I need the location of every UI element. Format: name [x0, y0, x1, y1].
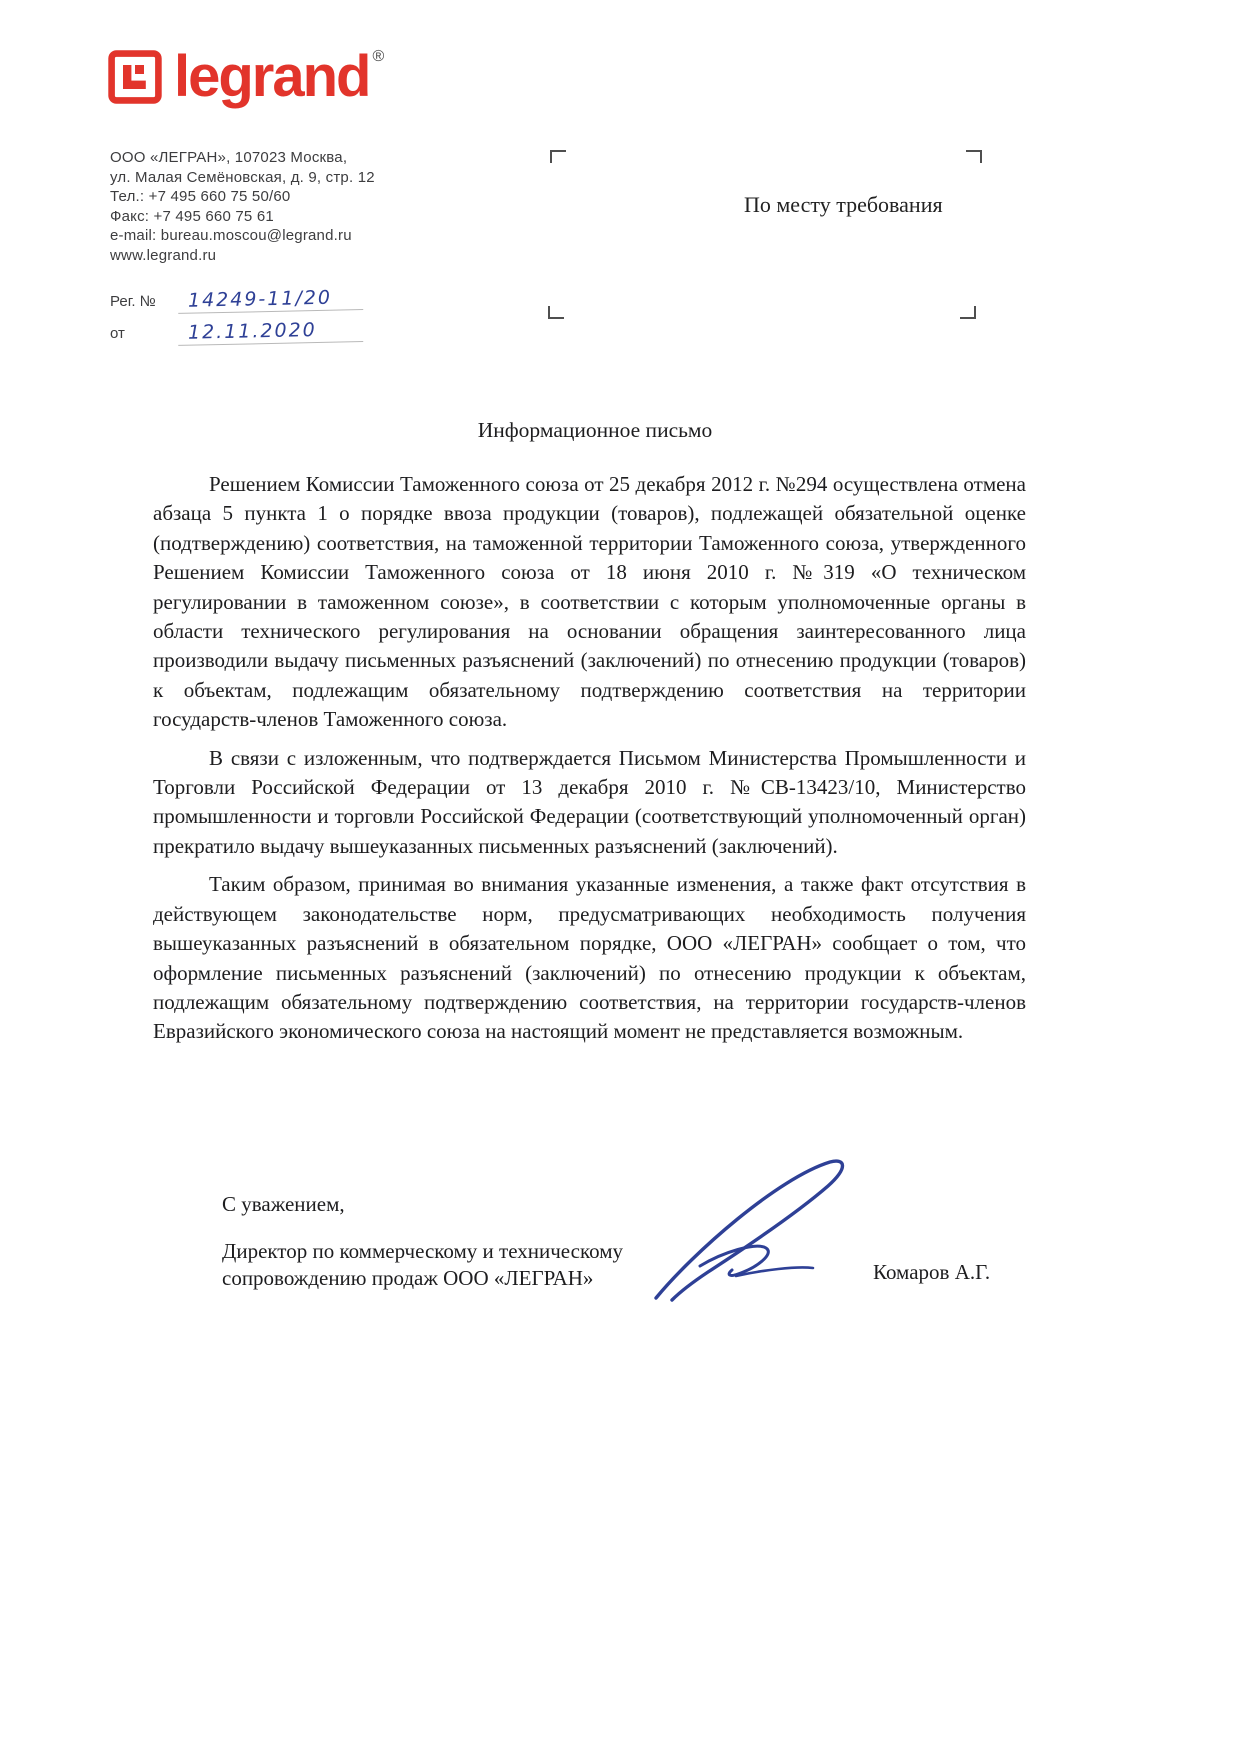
- legrand-logo-text: legrand: [174, 44, 370, 109]
- registration-block: [110, 288, 363, 352]
- company-fax-line: Факс: +7 495 660 75 61: [110, 207, 274, 225]
- company-website-line: www.legrand.ru: [110, 246, 217, 264]
- signer-title: Директор по коммерческому и техническому сопровождению продаж ООО «ЛЕГРАН»: [222, 1239, 623, 1290]
- registered-trademark-icon: ®: [372, 48, 385, 65]
- reg-number-label: Рег. №: [110, 293, 156, 310]
- letter-title: Информационное письмо: [477, 418, 713, 442]
- reg-number-handwritten-value: 14249-11/20: [178, 286, 363, 314]
- recipient-text: По месту требования: [744, 192, 943, 217]
- address-window-corner-mark-bottom-left: [548, 306, 564, 319]
- signer-name: Комаров А.Г.: [873, 1260, 991, 1284]
- company-name-line: ООО «ЛЕГРАН», 107023 Москва,: [110, 149, 348, 166]
- company-phone-line: Тел.: +7 495 660 75 50/60: [110, 188, 291, 205]
- company-address-line: ул. Малая Семёновская, д. 9, стр. 12: [110, 168, 375, 186]
- letter-body: [153, 470, 1026, 1056]
- company-email-line: e-mail: bureau.moscou@legrand.ru: [110, 227, 352, 244]
- address-window-corner-mark-top-left: [550, 150, 566, 163]
- address-window-corner-mark-bottom-right: [960, 306, 976, 319]
- legrand-logo-icon: [108, 50, 162, 104]
- legrand-logo: [108, 44, 385, 109]
- signature-handwriting-icon: [638, 1148, 888, 1318]
- letter-paragraph: Таким образом, принимая во внимания указанные изменения, а также факт отсутствия в действующем законодательстве норм, предусматривающих необходимость получения вышеуказанных разъяснений в обязательном порядке, ООО «ЛЕГРАН» сообщает о том, что оформление письменных разъяснений (заключений) по отнесению продукции к объектам, подлежащим обязательному подтверждению соответствия, на территории государств-членов Евразийского экономического союза на настоящий момент не представляется возможным.: [153, 872, 1026, 1044]
- letter-paragraph: В связи с изложенным, что подтверждается Письмом Министерства Промышленности и Торговли Российской Федерации от 13 декабря 2010 г. №СВ-13423/10, Министерство промышленности и торговли Российской Федерации (соответствующий уполномоченный орган) прекратило выдачу вышеуказанных письменных разъяснений (заключений).: [153, 745, 1026, 858]
- reg-date-handwritten-value: 12.11.2020: [178, 318, 363, 346]
- closing-salutation: С уважением,: [222, 1192, 345, 1216]
- letter-paragraph: Решением Комиссии Таможенного союза от 25 декабря 2012 г. №294 осуществлена отмена абзаца 5 пункта 1 о порядке ввоза продукции (товаров), подлежащей обязательной оценке (подтверждению) соответствия, на таможенной территории Таможенного союза, утвержденного Решением Комиссии Таможенного союза от 18 июня 2010 г. №319 «О техническом регулировании в таможенном союзе», в соответствии с которым уполномоченные органы в области технического регулирования на основании обращения заинтересованного лица производили выдачу письменных разъяснений (заключений) по отнесению продукции (товаров) к объектам, подлежащим обязательному подтверждению соответствия на территории государств-членов Таможенного союза.: [153, 472, 1026, 732]
- reg-date-label: от: [110, 325, 125, 342]
- company-info-block: [110, 148, 375, 265]
- address-window-corner-mark-top-right: [966, 150, 982, 163]
